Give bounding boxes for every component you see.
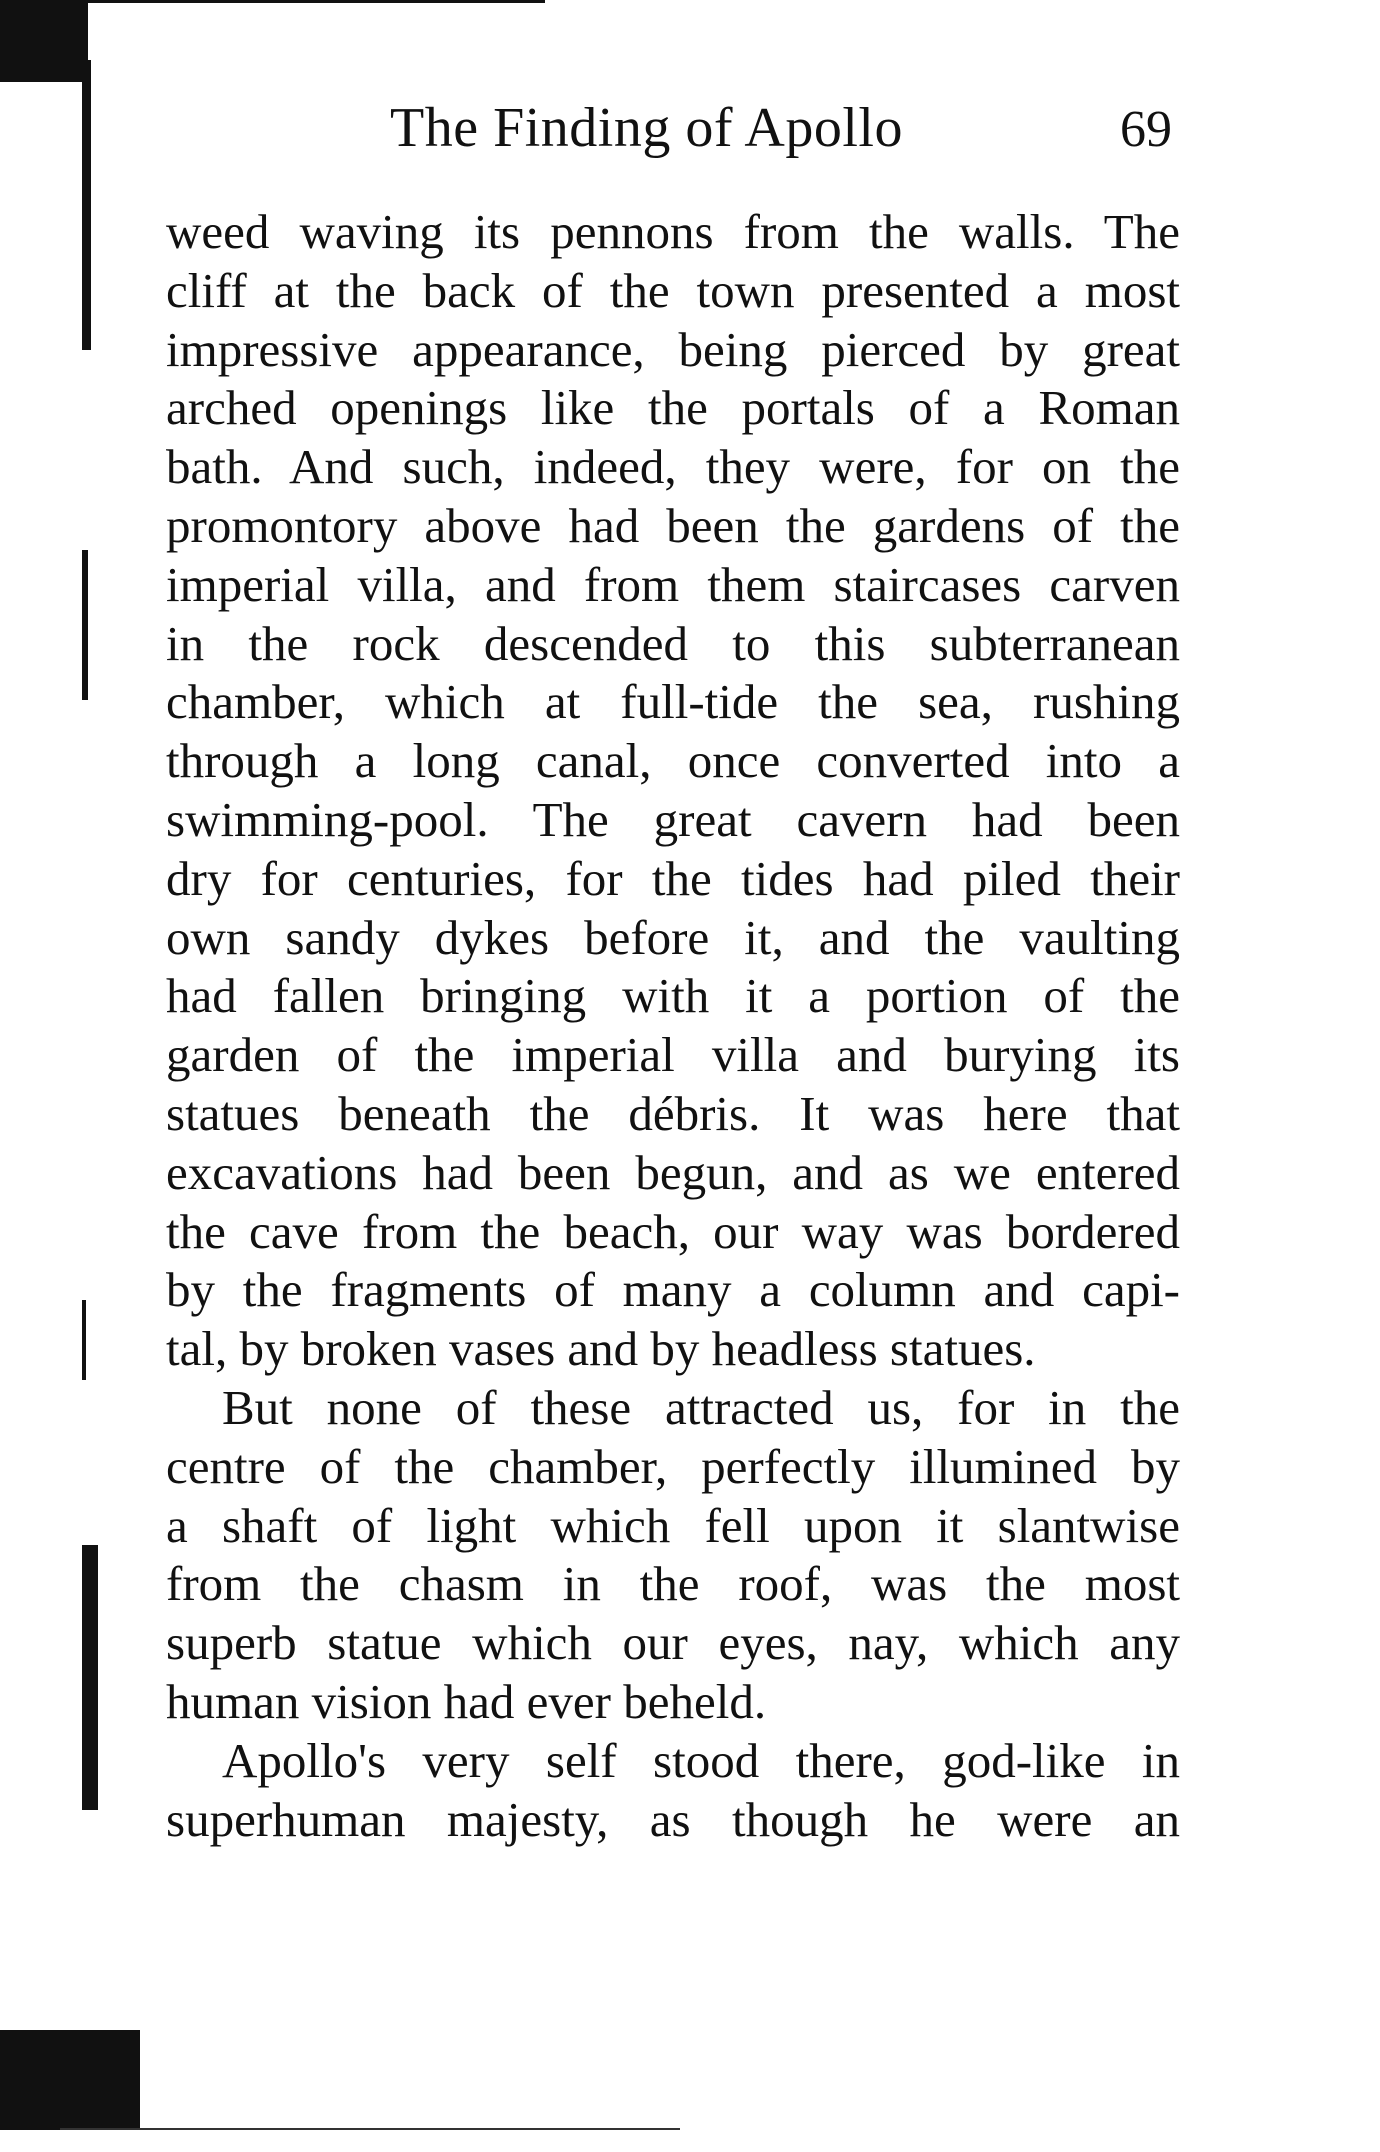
text-line: through a long canal, once converted into a bbox=[166, 733, 1180, 789]
scan-bottom-rule bbox=[60, 2128, 680, 2130]
paragraph bbox=[166, 1732, 1180, 1850]
text-line: superhuman majesty, as though he were an bbox=[166, 1791, 1180, 1847]
text-line: had fallen bringing with it a portion of the bbox=[166, 968, 1180, 1024]
text-line: swimming-pool. The great cavern had been bbox=[166, 791, 1180, 847]
scan-edge-mark-small bbox=[82, 1300, 86, 1380]
text-line: superb statue which our eyes, nay, which any bbox=[166, 1615, 1180, 1671]
text-line: weed waving its pennons from the walls. The bbox=[166, 204, 1180, 259]
text-line: the cave from the beach, our way was bordered bbox=[166, 1203, 1180, 1259]
text-line: statues beneath the débris. It was here that bbox=[166, 1085, 1180, 1141]
text-line: But none of these attracted us, for in the bbox=[222, 1379, 1180, 1435]
page-number: 69 bbox=[1120, 101, 1172, 158]
running-title: The Finding of Apollo bbox=[390, 97, 903, 159]
text-line: human vision had ever beheld. bbox=[166, 1673, 767, 1729]
text-line: tal, by broken vases and by headless statues. bbox=[166, 1321, 1036, 1377]
text-line: impressive appearance, being pierced by great bbox=[166, 321, 1180, 377]
scan-edge-mark-lower bbox=[82, 1545, 98, 1810]
text-line: own sandy dykes before it, and the vaulting bbox=[166, 909, 1180, 965]
text-line: excavations had been begun, and as we entered bbox=[166, 1144, 1180, 1200]
text-line: a shaft of light which fell upon it slantwise bbox=[166, 1497, 1180, 1553]
text-line: promontory above had been the gardens of the bbox=[166, 497, 1180, 553]
scan-edge-mark-bottom bbox=[0, 2030, 140, 2130]
scan-edge-mark-upper bbox=[82, 60, 91, 350]
text-line: garden of the imperial villa and burying its bbox=[166, 1027, 1180, 1083]
text-line: centre of the chamber, perfectly illumined by bbox=[166, 1438, 1180, 1494]
text-line: bath. And such, indeed, they were, for on the bbox=[166, 439, 1180, 495]
text-line: chamber, which at full-tide the sea, rushing bbox=[166, 674, 1180, 730]
text-line: dry for centuries, for the tides had piled their bbox=[166, 850, 1180, 906]
paragraph bbox=[166, 203, 1180, 1379]
text-line: imperial villa, and from them staircases carven bbox=[166, 556, 1180, 612]
text-line: arched openings like the portals of a Roman bbox=[166, 380, 1180, 436]
paragraph bbox=[166, 1379, 1180, 1732]
text-line: from the chasm in the roof, was the most bbox=[166, 1556, 1180, 1612]
page-header bbox=[168, 96, 1182, 166]
text-line: by the fragments of many a column and capi- bbox=[166, 1262, 1180, 1318]
scan-edge-mark-top bbox=[0, 0, 88, 82]
body-text bbox=[166, 203, 1180, 1849]
text-line: cliff at the back of the town presented a most bbox=[166, 262, 1180, 318]
text-line: Apollo's very self stood there, god-like in bbox=[222, 1732, 1180, 1788]
text-line: in the rock descended to this subterranean bbox=[166, 615, 1180, 671]
scan-edge-mark-mid bbox=[82, 550, 88, 700]
